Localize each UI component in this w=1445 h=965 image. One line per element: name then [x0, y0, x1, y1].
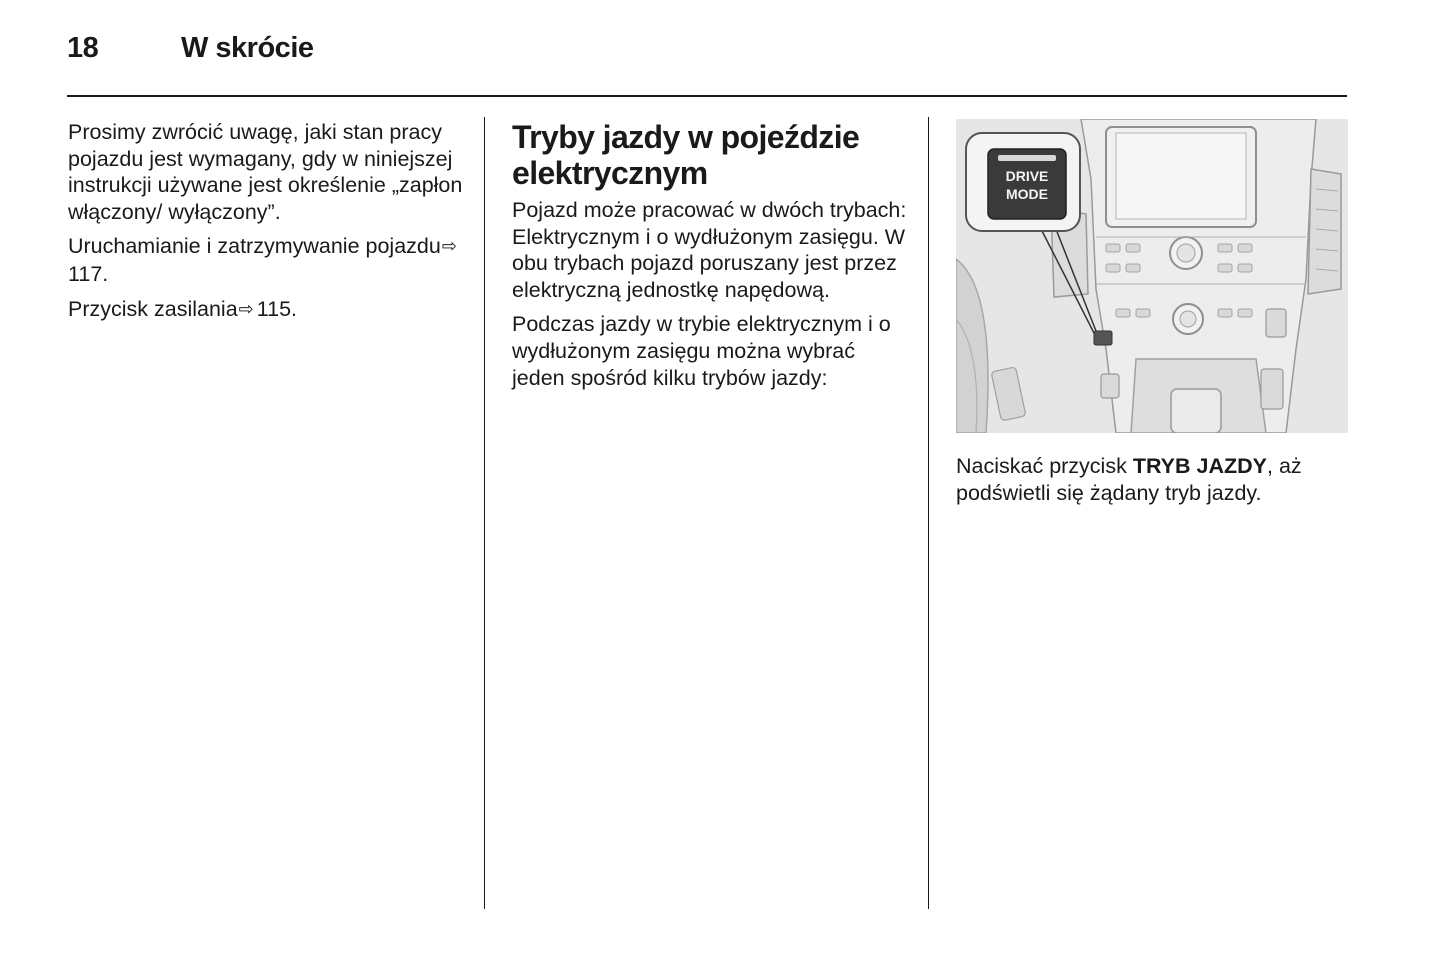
column-divider — [928, 117, 929, 909]
power-button-reference — [68, 296, 468, 324]
xref-arrow-icon: ⇨ — [441, 236, 457, 257]
power-button-page-link[interactable]: 115. — [256, 296, 298, 321]
drive-mode-illustration — [956, 119, 1348, 433]
start-stop-reference — [68, 233, 468, 287]
header-rule — [67, 95, 1347, 97]
drive-modes-select-paragraph: Podczas jazdy w trybie elektrycznym i o wydłużonym zasięgu można wybrać jeden spośród kilku trybów jazdy: — [512, 312, 891, 390]
instruction-text-after: , aż podświetli się żądany tryb jazdy. — [956, 454, 1302, 505]
drive-mode-label-line2: MODE — [1006, 186, 1048, 202]
drive-mode-instruction — [956, 453, 1348, 506]
column-right — [956, 119, 1348, 514]
drive-mode-term: TRYB JAZDY — [1132, 454, 1267, 478]
start-stop-reference-text: Uruchamianie i zatrzymywanie pojazdu — [68, 234, 441, 259]
section-title: W skrócie — [181, 32, 314, 64]
column-left — [68, 119, 468, 331]
page-header — [67, 32, 1347, 72]
xref-arrow-icon: ⇨ — [238, 298, 254, 319]
drive-mode-label-line1: DRIVE — [1005, 168, 1049, 184]
column-divider — [484, 117, 485, 909]
column-middle — [512, 119, 912, 399]
page-number: 18 — [67, 32, 99, 64]
instruction-text-before: Naciskać przycisk — [956, 454, 1133, 478]
power-button-reference-text: Przycisk zasilania — [68, 296, 238, 321]
drive-modes-heading: Tryby jazdy w pojeździe elektrycznym — [512, 119, 860, 191]
drive-modes-intro-paragraph: Pojazd może pracować w dwóch trybach: Elektrycznym i o wydłużonym zasięgu. W obu trybach pojazd poruszany jest przez elektryczną jednostkę napędową. — [512, 198, 907, 302]
dashboard-drawing — [956, 119, 1348, 433]
ignition-note-paragraph: Prosimy zwrócić uwagę, jaki stan pracy pojazdu jest wymagany, gdy w niniejszej instrukcji używane jest określenie „zapłon włączony/ wyłączony”. — [68, 120, 463, 224]
start-stop-page-link[interactable]: 117. — [68, 261, 109, 286]
